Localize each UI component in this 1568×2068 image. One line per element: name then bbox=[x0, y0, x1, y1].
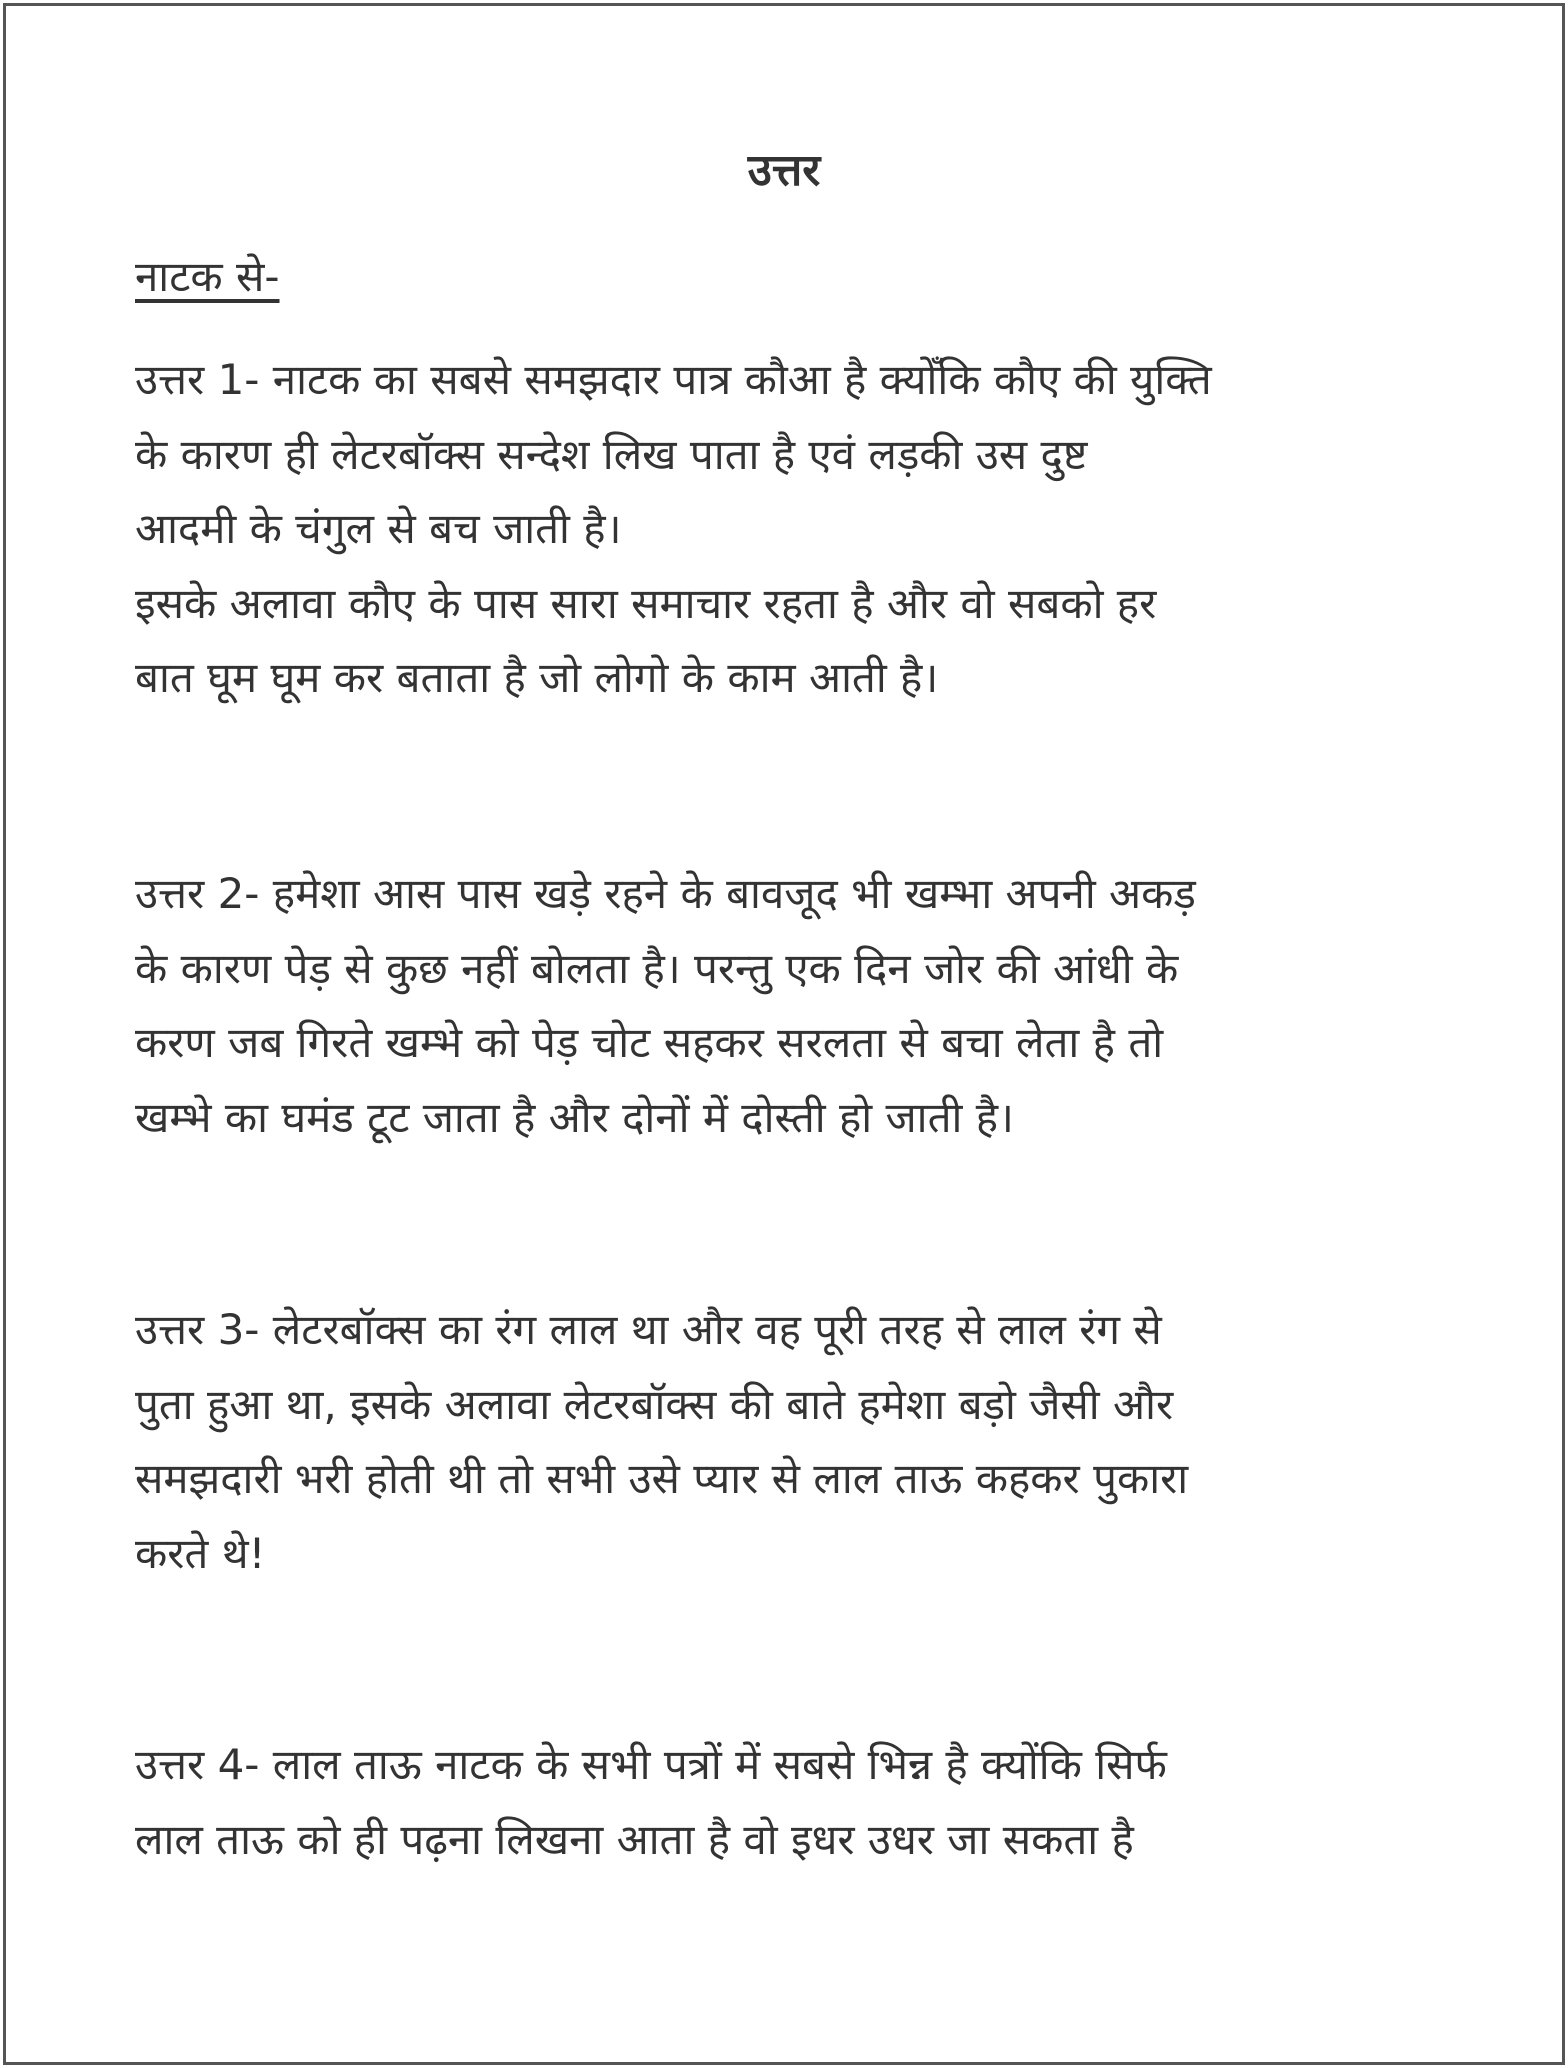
answer-line: खम्भे का घमंड टूट जाता है और दोनों में दोस्ती हो जाती है। bbox=[135, 1092, 1014, 1142]
answer-4 bbox=[135, 1728, 1455, 1877]
answer-line: समझदारी भरी होती थी तो सभी उसे प्यार से लाल ताऊ कहकर पुकारा bbox=[135, 1454, 1189, 1503]
answer-line: उत्तर 4- लाल ताऊ नाटक के सभी पत्रों में सबसे भिन्न है क्योंकि सिर्फ bbox=[135, 1740, 1167, 1789]
answer-line: पुता हुआ था, इसके अलावा लेटरबॉक्स की बाते हमेशा बड़ो जैसी और bbox=[135, 1379, 1174, 1429]
answer-line: लाल ताऊ को ही पढ़ना लिखना आता है वो इधर उधर जा सकता है bbox=[135, 1814, 1134, 1864]
answer-line: करते थे! bbox=[135, 1528, 266, 1578]
answer-line: के कारण पेड़ से कुछ नहीं बोलता है। परन्तु एक दिन जोर की आंधी के bbox=[135, 943, 1179, 993]
answer-line: आदमी के चंगुल से बच जाती है। bbox=[135, 504, 622, 553]
answer-line: इसके अलावा कौए के पास सारा समाचार रहता है और वो सबको हर bbox=[135, 578, 1157, 628]
answer-line: उत्तर 1- नाटक का सबसे समझदार पात्र कौआ है क्योँकि कौए की युक्ति bbox=[135, 355, 1212, 404]
answer-3 bbox=[135, 1293, 1455, 1591]
answer-2 bbox=[135, 857, 1455, 1155]
answer-line: उत्तर 2- हमेशा आस पास खड़े रहने के बावजूद भी खम्भा अपनी अकड़ bbox=[135, 869, 1196, 918]
answer-line: बात घूम घूम कर बताता है जो लोगो के काम आती है। bbox=[135, 653, 939, 702]
answer-line: उत्तर 3- लेटरबॉक्स का रंग लाल था और वह पूरी तरह से लाल रंग से bbox=[135, 1305, 1162, 1354]
answer-line: के कारण ही लेटरबॉक्स सन्देश लिख पाता है एवं लड़की उस दुष्ट bbox=[135, 429, 1088, 479]
answer-1 bbox=[135, 343, 1455, 716]
section-heading: नाटक से- bbox=[135, 252, 280, 301]
answer-line: करण जब गिरते खम्भे को पेड़ चोट सहकर सरलता से बचा लेता है तो bbox=[135, 1018, 1164, 1067]
page-title: उत्तर bbox=[747, 145, 821, 196]
